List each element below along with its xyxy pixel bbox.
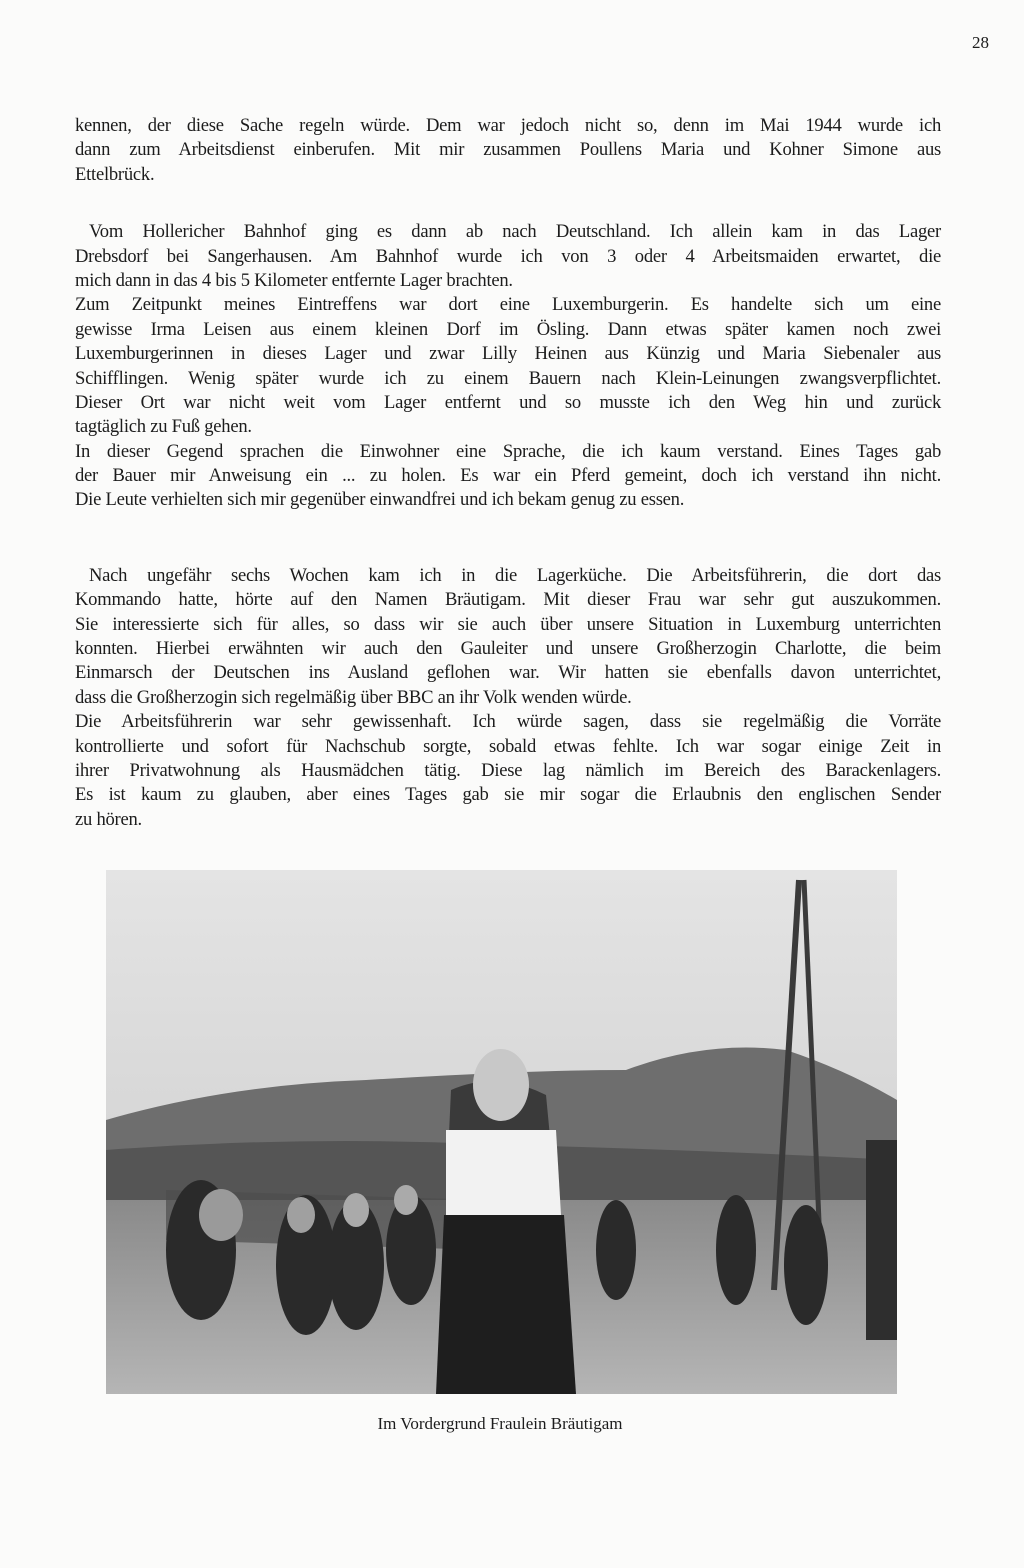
text-line: Die Leute verhielten sich mir gegenüber einwandfrei und ich bekam genug zu essen. [75,489,685,511]
text-line: Drebsdorf bei Sangerhausen. Am Bahnhof wurde ich von 3 oder 4 Arbeitsmaiden erwartet, die [75,245,941,267]
text-line: Dieser Ort war nicht weit vom Lager entfernt und so musste ich den Weg hin und zurück [75,391,941,413]
paragraph [75,114,941,187]
text-line: konnten. Hierbei erwähnten wir auch den Gauleiter und unsere Großherzogin Charlotte, die beim [75,638,941,660]
text-line: Einmarsch der Deutschen ins Ausland geflohen war. Wir hatten sie ebenfalls davon unterrichtet, [75,662,941,684]
text-line: kennen, der diese Sache regeln würde. Dem war jedoch nicht so, denn im Mai 1944 wurde ich [75,115,941,136]
paragraph [75,220,941,293]
text-line: Luxemburgerinnen in dieses Lager und zwar Lilly Heinen aus Künzig und Maria Siebenaler aus [75,343,941,365]
text-line: Die Arbeitsführerin war sehr gewissenhaft. Ich würde sagen, dass sie regelmäßig die Vorräte [75,711,941,733]
text-line: ihrer Privatwohnung als Hausmädchen tätig. Diese lag nämlich im Bereich des Barackenlagers. [75,759,941,781]
text-line: In dieser Gegend sprachen die Einwohner eine Sprache, die ich kaum verstand. Eines Tages gab [75,440,941,462]
text-line: kontrollierte und sofort für Nachschub sorgte, sobald etwas fehlte. Ich war sogar einige Zeit in [75,735,941,757]
text-line: dann zum Arbeitsdienst einberufen. Mit mir zusammen Poullens Maria und Kohner Simone aus [75,139,941,161]
text-line: Kommando hatte, hörte auf den Namen Bräutigam. Mit dieser Frau war sehr gut auszukommen. [75,589,941,611]
paragraph [75,710,941,832]
text-line: Zum Zeitpunkt meines Eintreffens war dort eine Luxemburgerin. Es handelte sich um eine [75,294,941,316]
text-line: Schifflingen. Wenig später wurde ich zu einem Bauern nach Klein-Leinungen zwangsverpflichtet. [75,367,941,389]
text-line: gewisse Irma Leisen aus einem kleinen Dorf im Ösling. Dann etwas später kamen noch zwei [75,318,941,340]
paragraph [75,293,941,439]
page-number: 28 [972,33,989,52]
text-line: mich dann in das 4 bis 5 Kilometer entfernte Lager brachten. [75,269,513,291]
text-line: Sie interessierte sich für alles, so dass wir sie auch über unsere Situation in Luxemburg unterrichten [75,613,941,635]
body-text [75,114,941,832]
text-line: Es ist kaum zu glauben, aber eines Tages gab sie mir sogar die Erlaubnis den englischen Sender [75,784,941,806]
text-line: Nach ungefähr sechs Wochen kam ich in die Lagerküche. Die Arbeitsführerin, die dort das [89,564,941,586]
photo-caption: Im Vordergrund Fraulein Bräutigam [377,1414,623,1433]
photo-image [106,870,897,1394]
photograph [106,870,897,1394]
paragraph [75,564,941,710]
text-line: zu hören. [75,808,142,830]
text-line: Vom Hollericher Bahnhof ging es dann ab nach Deutschland. Ich allein kam in das Lager [89,221,941,243]
text-line: dass die Großherzogin sich regelmäßig über BBC an ihr Volk wenden würde. [75,686,632,708]
paragraph [75,440,941,513]
text-line: der Bauer mir Anweisung ein ... zu holen. Es war ein Pferd gemeint, doch ich verstand ihn nicht. [75,465,941,487]
text-line: Ettelbrück. [75,163,155,185]
text-line: tagtäglich zu Fuß gehen. [75,416,252,438]
